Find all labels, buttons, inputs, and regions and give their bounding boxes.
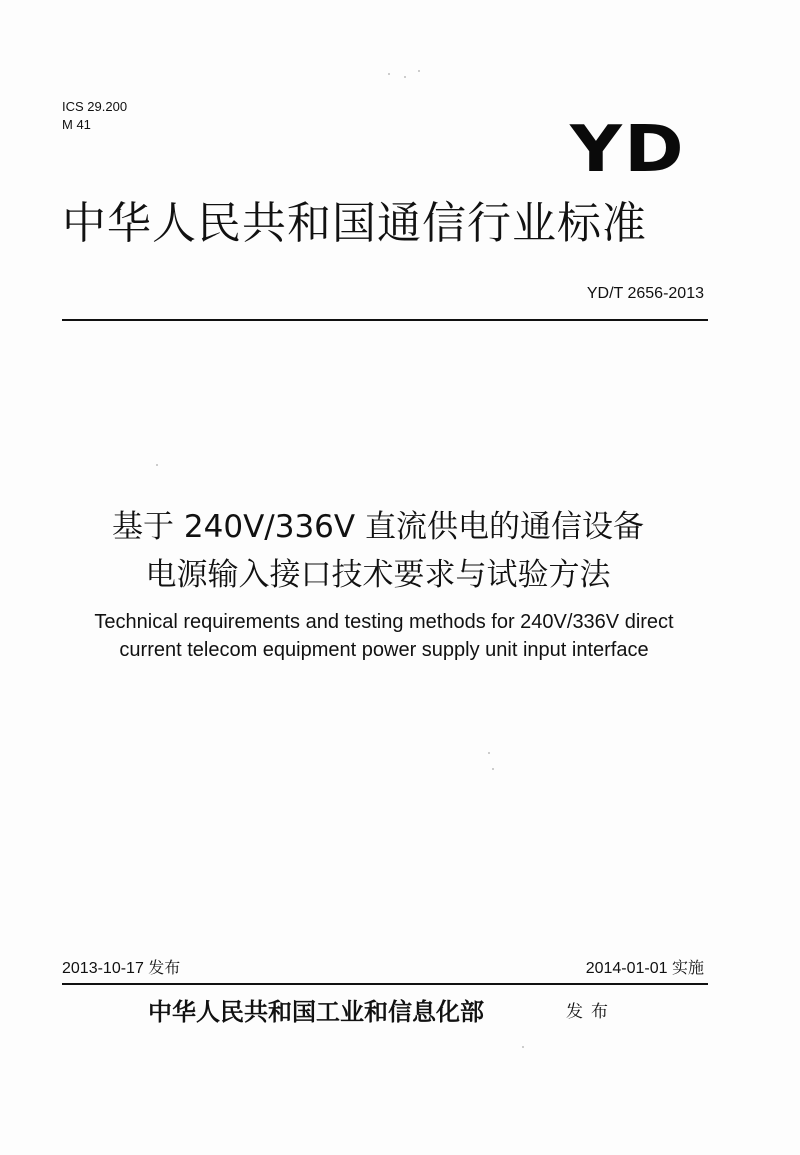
- footer-divider: [62, 983, 708, 985]
- ics-code: ICS 29.200: [62, 99, 128, 114]
- document-title-cn-line1: 基于 240V/336V 直流供电的通信设备: [112, 509, 644, 545]
- scan-speck: [492, 768, 494, 770]
- implementation-date: 2014-01-01 实施: [585, 960, 704, 977]
- header-divider: [62, 319, 708, 321]
- document-title-cn-line2: 电源输入接口技术要求与试验方法: [145, 557, 611, 593]
- scan-speck: [418, 70, 420, 72]
- document-title-en-line2: current telecom equipment power supply unit input interface: [119, 639, 649, 661]
- scan-speck: [488, 752, 490, 754]
- ccs-code: M 41: [62, 117, 91, 132]
- standard-number: YD/T 2656-2013: [586, 285, 704, 302]
- scan-speck: [388, 73, 390, 75]
- scan-speck: [156, 464, 158, 466]
- publish-label: 发布: [566, 1002, 616, 1022]
- publisher-name: 中华人民共和国工业和信息化部: [148, 997, 484, 1026]
- yd-logo: YD: [570, 113, 686, 187]
- document-title-en-line1: Technical requirements and testing methods for 240V/336V direct: [94, 611, 674, 633]
- issue-date: 2013-10-17 发布: [62, 960, 181, 977]
- standard-type-title: 中华人民共和国通信行业标准: [62, 198, 647, 249]
- classification-codes: [62, 98, 127, 134]
- scan-speck: [522, 1046, 524, 1048]
- scan-speck: [404, 76, 406, 78]
